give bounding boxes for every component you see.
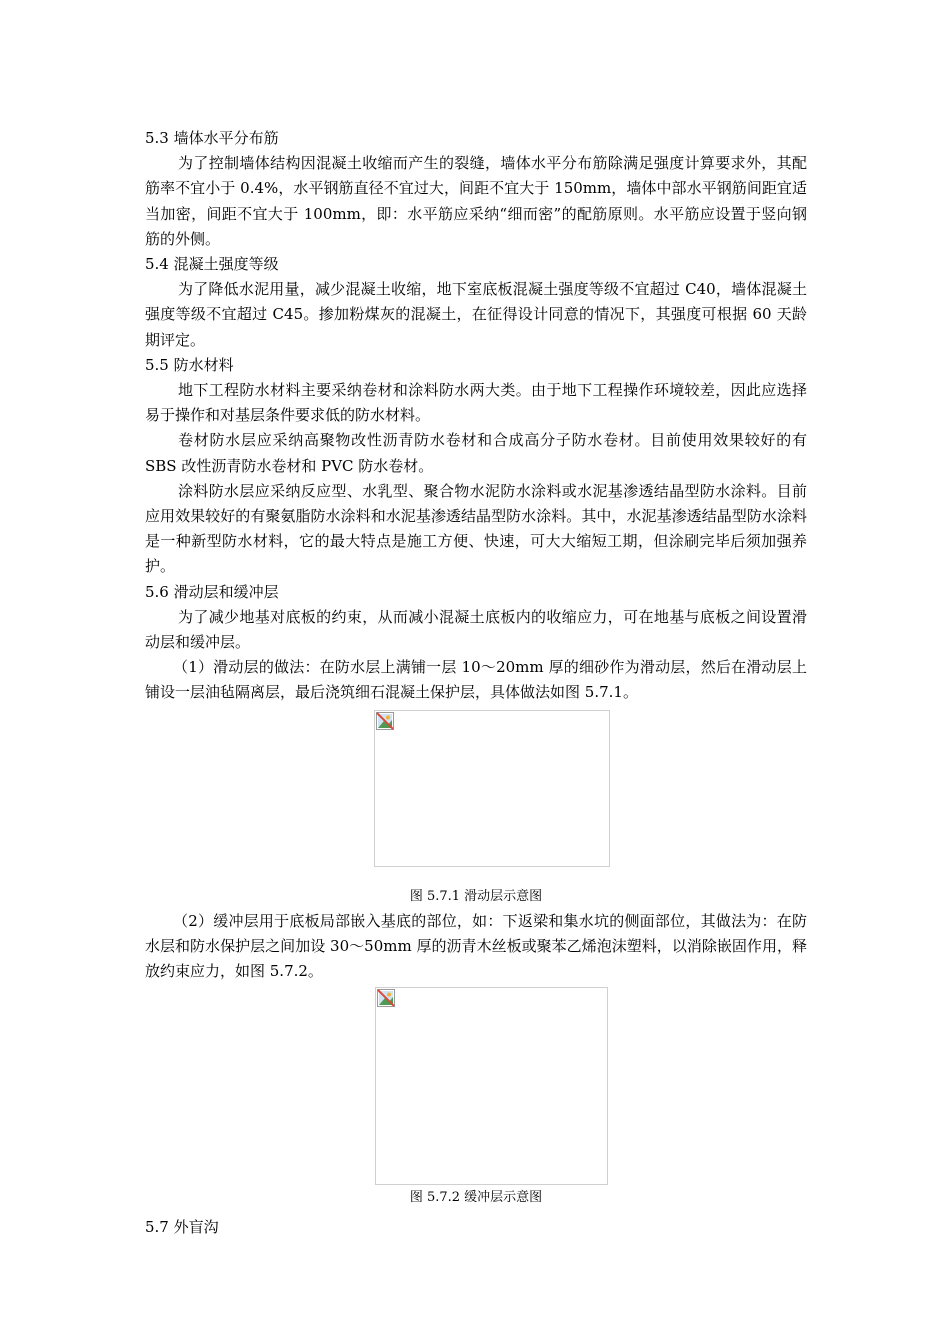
figure-5-7-1	[374, 710, 610, 867]
figure-caption-5-7-2: 图 5.7.2 缓冲层示意图	[409, 1190, 543, 1206]
paragraph-5-3-1: 为了控制墙体结构因混凝土收缩而产生的裂缝，墙体水平分布筋除满足强度计算要求外，其配筋率不宜小于 0.4%，水平钢筋直径不宜过大，间距不宜大于 150mm，墙体中部水平钢筋间距宜适当加密，间距不宜大于 100mm，即：水平筋应采纳“细而密”的配筋原则。水平筋应设置于竖向钢筋的外侧。	[145, 154, 807, 248]
section-heading-5-5: 5.5 防水材料	[145, 355, 234, 374]
section-heading-5-6: 5.6 滑动层和缓冲层	[145, 582, 279, 601]
paragraph-5-6-1: 为了减少地基对底板的约束，从而减小混凝土底板内的收缩应力，可在地基与底板之间设置滑动层和缓冲层。	[145, 607, 807, 652]
document-body	[145, 126, 807, 1240]
paragraph-5-5-2: 卷材防水层应采纳高聚物改性沥青防水卷材和合成高分子防水卷材。目前使用效果较好的有 SBS 改性沥青防水卷材和 PVC 防水卷材。	[145, 431, 807, 475]
broken-image-icon	[377, 989, 395, 1007]
figure-image-placeholder	[375, 987, 608, 1185]
figure-caption-5-7-1: 图 5.7.1 滑动层示意图	[409, 888, 543, 904]
paragraph-5-5-3: 涂料防水层应采纳反应型、水乳型、聚合物水泥防水涂料或水泥基渗透结晶型防水涂料。目前应用效果较好的有聚氨脂防水涂料和水泥基渗透结晶型防水涂料。其中，水泥基渗透结晶型防水涂料是一种新型防水材料，它的最大特点是施工方便、快速，可大大缩短工期，但涂刷完毕后须加强养护。	[145, 481, 807, 576]
broken-image-icon	[376, 712, 394, 730]
section-heading-5-7: 5.7 外盲沟	[145, 1218, 219, 1237]
figure-image-placeholder	[374, 710, 610, 867]
section-heading-5-3: 5.3 墙体水平分布筋	[145, 129, 279, 147]
paragraph-5-5-1: 地下工程防水材料主要采纳卷材和涂料防水两大类。由于地下工程操作环境较差，因此应选择易于操作和对基层条件要求低的防水材料。	[145, 381, 807, 425]
paragraph-5-6-sliding-layer: （1）滑动层的做法：在防水层上满铺一层 10～20mm 厚的细砂作为滑动层，然后在滑动层上铺设一层油毡隔离层，最后浇筑细石混凝土保护层，具体做法如图 5.7.1。	[145, 658, 807, 702]
section-heading-5-4: 5.4 混凝土强度等级	[145, 255, 279, 274]
paragraph-5-4-1: 为了降低水泥用量，减少混凝土收缩，地下室底板混凝土强度等级不宜超过 C40，墙体混凝土强度等级不宜超过 C45。掺加粉煤灰的混凝土，在征得设计同意的情况下，其强度可根据 60 天龄期评定。	[145, 280, 807, 349]
paragraph-5-6-buffer-layer: （2）缓冲层用于底板局部嵌入基底的部位，如：下返梁和集水坑的侧面部位，其做法为：在防水层和防水保护层之间加设 30～50mm 厚的沥青木丝板或聚苯乙烯泡沫塑料，以消除嵌固作用，释放约束应力，如图 5.7.2。	[145, 911, 807, 981]
figure-5-7-2	[375, 987, 608, 1185]
